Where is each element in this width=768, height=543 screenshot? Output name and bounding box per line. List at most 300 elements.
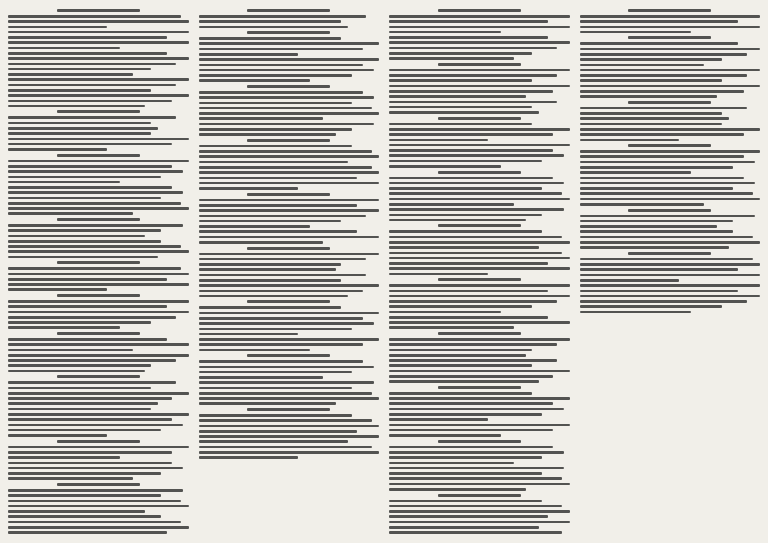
heading-placeholder: [438, 440, 521, 443]
text-line-placeholder: [580, 203, 705, 206]
paragraph: [389, 69, 570, 98]
text-line-placeholder: [389, 467, 564, 470]
text-line-placeholder: [580, 117, 730, 120]
text-line-placeholder: [8, 343, 189, 346]
text-line-placeholder: [8, 364, 151, 367]
text-line-placeholder: [389, 149, 553, 152]
text-line-placeholder: [389, 106, 532, 109]
text-line-placeholder: [8, 73, 133, 76]
text-line-placeholder: [8, 505, 189, 508]
text-line-placeholder: [8, 397, 172, 400]
text-line-placeholder: [389, 456, 542, 459]
heading-placeholder: [438, 278, 521, 281]
text-line-placeholder: [199, 42, 380, 45]
text-line-placeholder: [389, 488, 526, 491]
section-heading: [389, 63, 570, 66]
section: [8, 332, 189, 372]
text-line-placeholder: [8, 515, 161, 518]
text-line-placeholder: [8, 408, 151, 411]
section: [389, 278, 570, 329]
text-line-placeholder: [389, 177, 553, 180]
section: [389, 117, 570, 168]
text-line-placeholder: [580, 128, 761, 131]
section: [199, 354, 380, 405]
section-heading: [199, 193, 380, 196]
text-line-placeholder: [580, 241, 761, 244]
text-line-placeholder: [199, 397, 380, 400]
text-line-placeholder: [389, 472, 542, 475]
text-line-placeholder: [8, 47, 120, 50]
text-line-placeholder: [8, 191, 183, 194]
text-line-placeholder: [8, 78, 189, 81]
heading-placeholder: [247, 193, 330, 196]
section: [199, 300, 380, 351]
text-line-placeholder: [389, 192, 562, 195]
text-line-placeholder: [389, 413, 542, 416]
text-line-placeholder: [199, 349, 311, 352]
section: [8, 294, 189, 329]
section-heading: [8, 9, 189, 12]
text-line-placeholder: [389, 392, 532, 395]
section-heading: [8, 294, 189, 297]
text-line-placeholder: [389, 402, 553, 405]
text-line-placeholder: [8, 68, 151, 71]
text-line-placeholder: [199, 64, 363, 67]
paragraph: [8, 78, 189, 107]
text-line-placeholder: [8, 494, 161, 497]
text-line-placeholder: [389, 203, 514, 206]
text-line-placeholder: [580, 79, 723, 82]
text-line-placeholder: [199, 155, 380, 158]
section-heading: [580, 144, 761, 147]
text-line-placeholder: [8, 132, 151, 135]
text-line-placeholder: [580, 284, 761, 287]
text-line-placeholder: [8, 392, 189, 395]
section-heading: [389, 332, 570, 335]
text-line-placeholder: [389, 236, 562, 239]
text-line-placeholder: [580, 171, 692, 174]
text-line-placeholder: [8, 338, 167, 341]
text-line-placeholder: [8, 165, 172, 168]
text-line-placeholder: [8, 250, 189, 253]
text-line-placeholder: [199, 117, 324, 120]
heading-placeholder: [438, 224, 521, 227]
paragraph: [199, 199, 380, 228]
text-line-placeholder: [389, 257, 570, 260]
text-line-placeholder: [580, 26, 761, 29]
section: [199, 247, 380, 298]
section-heading: [8, 154, 189, 157]
section-heading: [389, 278, 570, 281]
paragraph: [580, 123, 761, 141]
paragraph: [389, 359, 570, 383]
section: [199, 9, 380, 28]
text-line-placeholder: [389, 139, 488, 142]
text-line-placeholder: [199, 187, 298, 190]
text-line-placeholder: [389, 500, 542, 503]
text-line-placeholder: [389, 52, 532, 55]
text-line-placeholder: [8, 429, 161, 432]
text-line-placeholder: [580, 263, 761, 266]
paragraph: [580, 15, 761, 33]
text-line-placeholder: [199, 279, 342, 282]
section: [389, 224, 570, 275]
section: [389, 171, 570, 222]
heading-placeholder: [247, 31, 330, 34]
text-line-placeholder: [199, 306, 342, 309]
section: [199, 31, 380, 82]
text-line-placeholder: [580, 107, 748, 110]
text-line-placeholder: [8, 122, 151, 125]
text-line-placeholder: [199, 253, 380, 256]
paragraph: [8, 515, 189, 537]
section: [8, 261, 189, 291]
text-line-placeholder: [199, 15, 367, 18]
text-line-placeholder: [389, 290, 548, 293]
text-line-placeholder: [199, 20, 342, 23]
paragraph: [580, 107, 761, 120]
text-line-placeholder: [8, 207, 189, 210]
paragraph: [389, 467, 570, 491]
text-line-placeholder: [389, 144, 570, 147]
text-line-placeholder: [8, 300, 189, 303]
section: [389, 332, 570, 383]
paragraph: [199, 360, 380, 378]
text-line-placeholder: [199, 204, 358, 207]
text-line-placeholder: [199, 145, 352, 148]
text-line-placeholder: [389, 214, 542, 217]
paragraph: [8, 489, 189, 513]
text-line-placeholder: [389, 300, 557, 303]
text-line-placeholder: [389, 429, 553, 432]
heading-placeholder: [247, 85, 330, 88]
section: [389, 9, 570, 60]
text-line-placeholder: [8, 489, 183, 492]
text-line-placeholder: [389, 359, 557, 362]
text-line-placeholder: [389, 241, 570, 244]
paragraph: [199, 166, 380, 190]
text-line-placeholder: [389, 364, 532, 367]
heading-placeholder: [628, 252, 711, 255]
text-line-placeholder: [8, 418, 172, 421]
text-line-placeholder: [8, 94, 189, 97]
section-heading: [199, 85, 380, 88]
text-line-placeholder: [199, 53, 298, 56]
text-line-placeholder: [8, 402, 158, 405]
text-line-placeholder: [199, 48, 363, 51]
text-line-placeholder: [199, 199, 380, 202]
text-line-placeholder: [8, 354, 189, 357]
text-line-placeholder: [389, 262, 548, 265]
paragraph: [8, 240, 189, 258]
text-line-placeholder: [8, 500, 181, 503]
text-line-placeholder: [8, 127, 158, 130]
text-line-placeholder: [8, 467, 183, 470]
text-line-placeholder: [8, 311, 189, 314]
text-line-placeholder: [389, 418, 488, 421]
heading-placeholder: [247, 247, 330, 250]
text-line-placeholder: [580, 258, 753, 261]
section: [8, 218, 189, 258]
heading-placeholder: [247, 354, 330, 357]
text-line-placeholder: [199, 182, 380, 185]
text-column-2: [199, 6, 380, 537]
text-line-placeholder: [199, 446, 372, 449]
text-line-placeholder: [389, 133, 553, 136]
heading-placeholder: [628, 144, 711, 147]
heading-placeholder: [438, 494, 521, 497]
paragraph: [8, 408, 189, 437]
text-line-placeholder: [199, 328, 352, 331]
heading-placeholder: [57, 294, 140, 297]
text-line-placeholder: [389, 160, 542, 163]
text-line-placeholder: [580, 187, 733, 190]
text-line-placeholder: [8, 267, 181, 270]
paragraph: [8, 132, 189, 150]
text-line-placeholder: [199, 338, 380, 341]
section: [580, 101, 761, 141]
section: [8, 110, 189, 150]
paragraph: [389, 230, 570, 248]
section-heading: [580, 252, 761, 255]
text-line-placeholder: [8, 148, 107, 151]
text-line-placeholder: [199, 360, 363, 363]
paragraph: [199, 230, 380, 243]
paragraph: [199, 338, 380, 351]
text-line-placeholder: [8, 387, 151, 390]
paragraph: [580, 230, 761, 248]
paragraph: [8, 446, 189, 459]
text-line-placeholder: [8, 197, 161, 200]
paragraph: [389, 144, 570, 168]
text-line-placeholder: [199, 381, 374, 384]
text-line-placeholder: [8, 316, 176, 319]
text-line-placeholder: [199, 456, 298, 459]
paragraph: [199, 253, 380, 271]
text-line-placeholder: [389, 31, 501, 34]
text-line-placeholder: [389, 284, 570, 287]
paragraph: [389, 252, 570, 276]
text-line-placeholder: [8, 278, 167, 281]
text-line-placeholder: [8, 31, 189, 34]
text-line-placeholder: [389, 36, 548, 39]
text-line-placeholder: [8, 89, 151, 92]
text-line-placeholder: [199, 371, 352, 374]
heading-placeholder: [628, 9, 711, 12]
text-line-placeholder: [389, 526, 539, 529]
text-line-placeholder: [8, 212, 133, 215]
text-line-placeholder: [8, 472, 161, 475]
text-line-placeholder: [389, 57, 514, 60]
text-line-placeholder: [389, 446, 553, 449]
section-heading: [389, 386, 570, 389]
text-line-placeholder: [8, 41, 189, 44]
text-line-placeholder: [389, 477, 562, 480]
text-line-placeholder: [389, 246, 539, 249]
text-line-placeholder: [580, 53, 748, 56]
section-heading: [199, 247, 380, 250]
section-heading: [389, 494, 570, 497]
text-line-placeholder: [580, 177, 744, 180]
text-line-placeholder: [389, 74, 557, 77]
text-line-placeholder: [8, 359, 176, 362]
text-line-placeholder: [8, 288, 107, 291]
text-line-placeholder: [580, 295, 761, 298]
text-line-placeholder: [580, 246, 730, 249]
text-line-placeholder: [389, 101, 557, 104]
text-line-placeholder: [8, 52, 167, 55]
section-heading: [199, 408, 380, 411]
text-line-placeholder: [8, 456, 120, 459]
text-line-placeholder: [199, 376, 324, 379]
text-line-placeholder: [580, 305, 723, 308]
section: [199, 139, 380, 190]
section-heading: [580, 209, 761, 212]
text-line-placeholder: [199, 435, 380, 438]
text-line-placeholder: [199, 79, 311, 82]
paragraph: [389, 392, 570, 421]
text-line-placeholder: [389, 267, 570, 270]
text-line-placeholder: [389, 349, 532, 352]
text-line-placeholder: [8, 451, 172, 454]
paragraph: [580, 284, 761, 313]
text-line-placeholder: [580, 150, 761, 153]
heading-placeholder: [57, 9, 140, 12]
text-line-placeholder: [389, 370, 570, 373]
text-line-placeholder: [199, 96, 374, 99]
paragraph: [389, 208, 570, 221]
section: [580, 144, 761, 205]
paragraph: [580, 258, 761, 282]
paragraph: [8, 15, 189, 28]
text-line-placeholder: [580, 182, 755, 185]
text-line-placeholder: [199, 414, 352, 417]
text-line-placeholder: [8, 273, 189, 276]
text-line-placeholder: [8, 170, 183, 173]
text-line-placeholder: [199, 274, 367, 277]
text-line-placeholder: [199, 312, 380, 315]
text-line-placeholder: [389, 252, 562, 255]
text-column-4: [580, 6, 761, 537]
text-line-placeholder: [199, 343, 363, 346]
text-line-placeholder: [199, 333, 298, 336]
text-line-placeholder: [8, 202, 181, 205]
text-line-placeholder: [8, 57, 189, 60]
paragraph: [8, 52, 189, 76]
paragraph: [389, 446, 570, 464]
text-line-placeholder: [8, 477, 133, 480]
text-line-placeholder: [8, 521, 181, 524]
text-line-placeholder: [199, 166, 372, 169]
heading-placeholder: [438, 171, 521, 174]
text-line-placeholder: [389, 95, 526, 98]
text-line-placeholder: [389, 321, 570, 324]
heading-placeholder: [57, 110, 140, 113]
text-line-placeholder: [8, 413, 189, 416]
text-line-placeholder: [8, 370, 145, 373]
section: [8, 440, 189, 480]
text-line-placeholder: [8, 224, 183, 227]
text-line-placeholder: [580, 198, 761, 201]
text-line-placeholder: [580, 90, 744, 93]
text-line-placeholder: [580, 133, 744, 136]
text-line-placeholder: [199, 258, 367, 261]
text-line-placeholder: [389, 26, 570, 29]
text-line-placeholder: [199, 366, 374, 369]
text-line-placeholder: [580, 69, 761, 72]
text-line-placeholder: [8, 84, 176, 87]
text-line-placeholder: [8, 531, 167, 534]
heading-placeholder: [57, 261, 140, 264]
text-line-placeholder: [389, 187, 542, 190]
text-line-placeholder: [8, 283, 189, 286]
text-line-placeholder: [8, 349, 133, 352]
paragraph: [580, 42, 761, 66]
section: [389, 386, 570, 437]
section: [580, 36, 761, 97]
paragraph: [199, 381, 380, 405]
text-line-placeholder: [199, 215, 367, 218]
paragraph: [8, 462, 189, 480]
text-line-placeholder: [199, 177, 358, 180]
heading-placeholder: [247, 300, 330, 303]
section-heading: [8, 375, 189, 378]
paragraph: [199, 274, 380, 298]
paragraph: [580, 150, 761, 174]
section: [389, 440, 570, 491]
section-heading: [8, 440, 189, 443]
text-line-placeholder: [199, 107, 372, 110]
text-line-placeholder: [580, 95, 717, 98]
paragraph: [8, 354, 189, 372]
paragraph: [199, 145, 380, 163]
text-line-placeholder: [580, 311, 692, 314]
text-line-placeholder: [8, 462, 172, 465]
text-line-placeholder: [199, 387, 352, 390]
text-line-placeholder: [8, 176, 161, 179]
text-line-placeholder: [8, 229, 161, 232]
text-line-placeholder: [389, 41, 570, 44]
text-line-placeholder: [389, 85, 570, 88]
section-heading: [199, 300, 380, 303]
text-line-placeholder: [389, 208, 564, 211]
text-line-placeholder: [389, 338, 570, 341]
text-line-placeholder: [389, 295, 570, 298]
section: [8, 9, 189, 107]
section-heading: [580, 101, 761, 104]
text-line-placeholder: [580, 123, 723, 126]
section-heading: [580, 36, 761, 39]
text-line-placeholder: [199, 128, 352, 131]
text-line-placeholder: [8, 326, 120, 329]
paragraph: [8, 300, 189, 329]
heading-placeholder: [438, 117, 521, 120]
text-line-placeholder: [389, 354, 526, 357]
paragraph: [8, 31, 189, 49]
paragraph: [199, 123, 380, 136]
text-line-placeholder: [580, 225, 717, 228]
text-line-placeholder: [199, 123, 374, 126]
section-heading: [389, 171, 570, 174]
text-line-placeholder: [199, 322, 374, 325]
text-line-placeholder: [8, 138, 189, 141]
text-line-placeholder: [8, 305, 167, 308]
section: [389, 494, 570, 537]
text-line-placeholder: [389, 123, 532, 126]
text-line-placeholder: [389, 128, 570, 131]
text-line-placeholder: [389, 510, 570, 513]
heading-placeholder: [628, 36, 711, 39]
